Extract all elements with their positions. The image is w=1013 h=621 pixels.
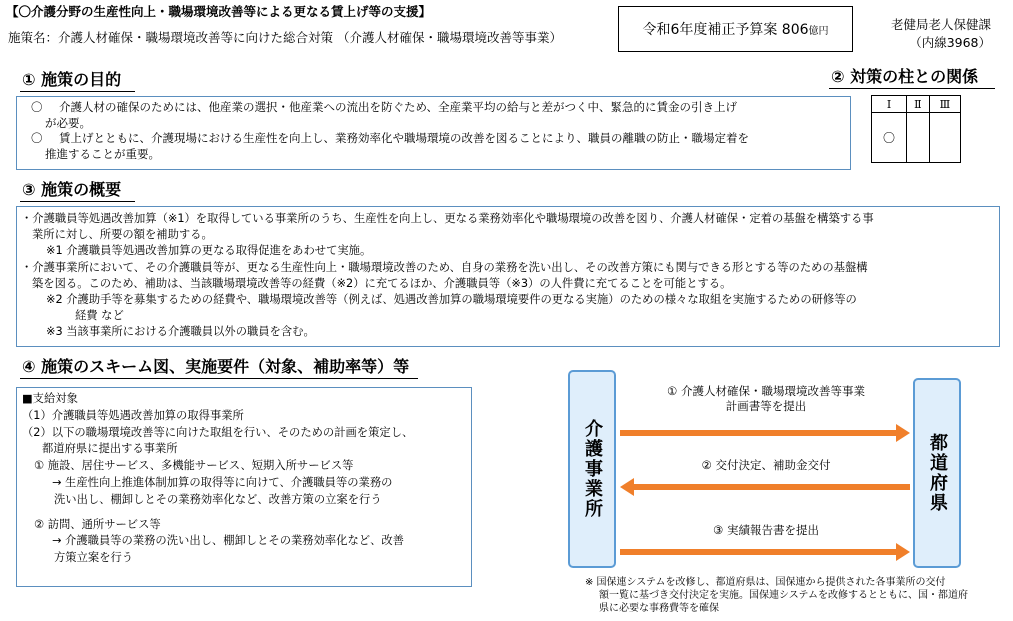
prefecture-box (913, 378, 961, 568)
req-line: ② 訪問、通所サービス等 (34, 517, 161, 531)
budget-box (618, 6, 853, 52)
section1-underline (20, 91, 135, 92)
pillar-value (929, 113, 960, 163)
purpose-text-2b: 推進することが重要。 (45, 146, 160, 161)
arrow1-label-line2: 計画書等を提出 (725, 399, 807, 413)
section3-underline (20, 201, 135, 202)
pillar-value (906, 113, 929, 163)
arrow1-label (622, 384, 910, 414)
overview-line: ・介護事業所において、その介護職員等が、更なる生産性向上・職場環境改善のため、自身の業務を洗い出し、その改善方策にも関与できる形とする等のための基盤構 (21, 260, 868, 274)
section2-underline (829, 88, 995, 89)
pillar-header: Ⅱ (906, 96, 929, 113)
pillar-table (871, 95, 961, 163)
req-line: ① 施設、居住サービス、多機能サービス、短期入所サービス等 (34, 459, 354, 473)
purpose-item (31, 100, 841, 162)
document-title: 【〇介護分野の生産性向上・職場環境改善等による更なる賃上げ等の支援】 (6, 4, 432, 19)
budget-label: 令和6年度補正予算案 806 (642, 22, 809, 38)
overview-line: ※3 当該事業所における介護職員以外の職員を含む。 (46, 325, 315, 339)
note-line: ※ 国保連システムを改修し、都道府県は、国保連から提供された各事業所の交付 (585, 577, 946, 588)
pillar-value: 〇 (872, 113, 907, 163)
req-line: 都道府県に提出する事業所 (42, 442, 178, 456)
extension: （内線3968） (909, 35, 991, 50)
req-line: → 介護職員等の業務の洗い出し、棚卸しとその業務効率化など、改善 (52, 534, 404, 548)
grant-decision-arrow (620, 477, 912, 497)
req-line: （1）介護職員等処遇改善加算の取得事業所 (22, 408, 244, 422)
requirements-box (16, 387, 472, 587)
note-line: 額一覧に基づき交付決定を実施。国保連システムを改修するとともに、国・都道府 (599, 590, 968, 601)
req-line: 洗い出し、棚卸しとその業務効率化など、改善方策の立案を行う (54, 492, 382, 506)
pillar-header: Ⅰ (872, 96, 907, 113)
section4-title: ④ 施策のスキーム図、実施要件（対象、補助率等）等 (22, 357, 410, 376)
purpose-box (16, 96, 851, 170)
overview-line: 業所に対し、所要の額を補助する。 (32, 228, 213, 242)
circle-mark: 〇 (31, 100, 43, 114)
section2-title: ② 対策の柱との関係 (831, 67, 979, 86)
submit-report-arrow (620, 542, 912, 562)
overview-line: ・介護職員等処遇改善加算（※1）を取得している事業所のうち、生産性を向上し、更なる業務効率化や職場環境の改善を図り、介護人材確保・定着の基盤を構築する事 (21, 212, 874, 225)
req-line: （2）以下の職場環境改善等に向けた取組を行い、そのための計画を策定し、 (22, 425, 414, 439)
overview-box (16, 206, 1000, 347)
arrow2-label: ② 交付決定、補助金交付 (701, 458, 831, 472)
section1-title: ① 施策の目的 (22, 70, 122, 89)
req-line: 方策立案を行う (54, 551, 134, 565)
pillar-header: Ⅲ (929, 96, 960, 113)
purpose-text-2a: 賃上げとともに、介護現場における生産性を向上し、業務効率化や職場環境の改善を図ることにより、職員の離職の防止・職場定着を (59, 131, 749, 145)
arrow1-label-line1: ① 介護人材確保・職場環境改善等事業 (667, 384, 865, 398)
req-line: → 生産性向上推進体制加算の取得等に向けて、介護職員等の業務の (52, 475, 393, 489)
overview-line: ※2 介護助手等を募集するための経費や、職場環境改善等（例えば、処遇改善加算の職場環境要件の更なる実施）のための様々な取組を実施するための研修等の (46, 293, 857, 307)
overview-line: 築を図る。このため、補助は、当該職場環境改善等の経費（※2）に充てるほか、介護職員等（※3）の人件費に充てることを可能とする。 (32, 276, 732, 290)
overview-text (21, 211, 996, 341)
measure-name: 施策名：介護人材確保・職場環境改善等に向けた総合対策 （介護人材確保・職場環境改善等事業） (8, 30, 562, 45)
prefecture-label: 都道府県 (927, 433, 948, 513)
purpose-text-1b: が必要。 (45, 115, 91, 130)
arrow3-label: ③ 実績報告書を提出 (713, 523, 819, 537)
scheme-note (585, 576, 995, 615)
section3-title: ③ 施策の概要 (22, 180, 122, 199)
requirements-text (22, 391, 470, 567)
care-provider-box (568, 370, 616, 568)
section4-underline (20, 378, 418, 379)
circle-mark: 〇 (31, 131, 43, 145)
care-provider-label: 介護事業所 (582, 419, 603, 519)
budget-unit: 億円 (808, 25, 829, 37)
overview-line: ※1 介護職員等処遇改善加算の更なる取得促進をあわせて実施。 (46, 244, 372, 258)
department: 老健局老人保健課 (890, 17, 991, 32)
submit-plan-arrow (620, 423, 912, 443)
note-line: 県に必要な事務費等を確保 (599, 603, 719, 614)
req-line: ■支給対象 (22, 392, 78, 405)
overview-line: 経費 など (75, 309, 124, 323)
purpose-text-1a: 介護人材の確保のためには、他産業の選択・他産業への流出を防ぐため、全産業平均の給与と差がつく中、緊急的に賃金の引き上げ (59, 100, 738, 114)
